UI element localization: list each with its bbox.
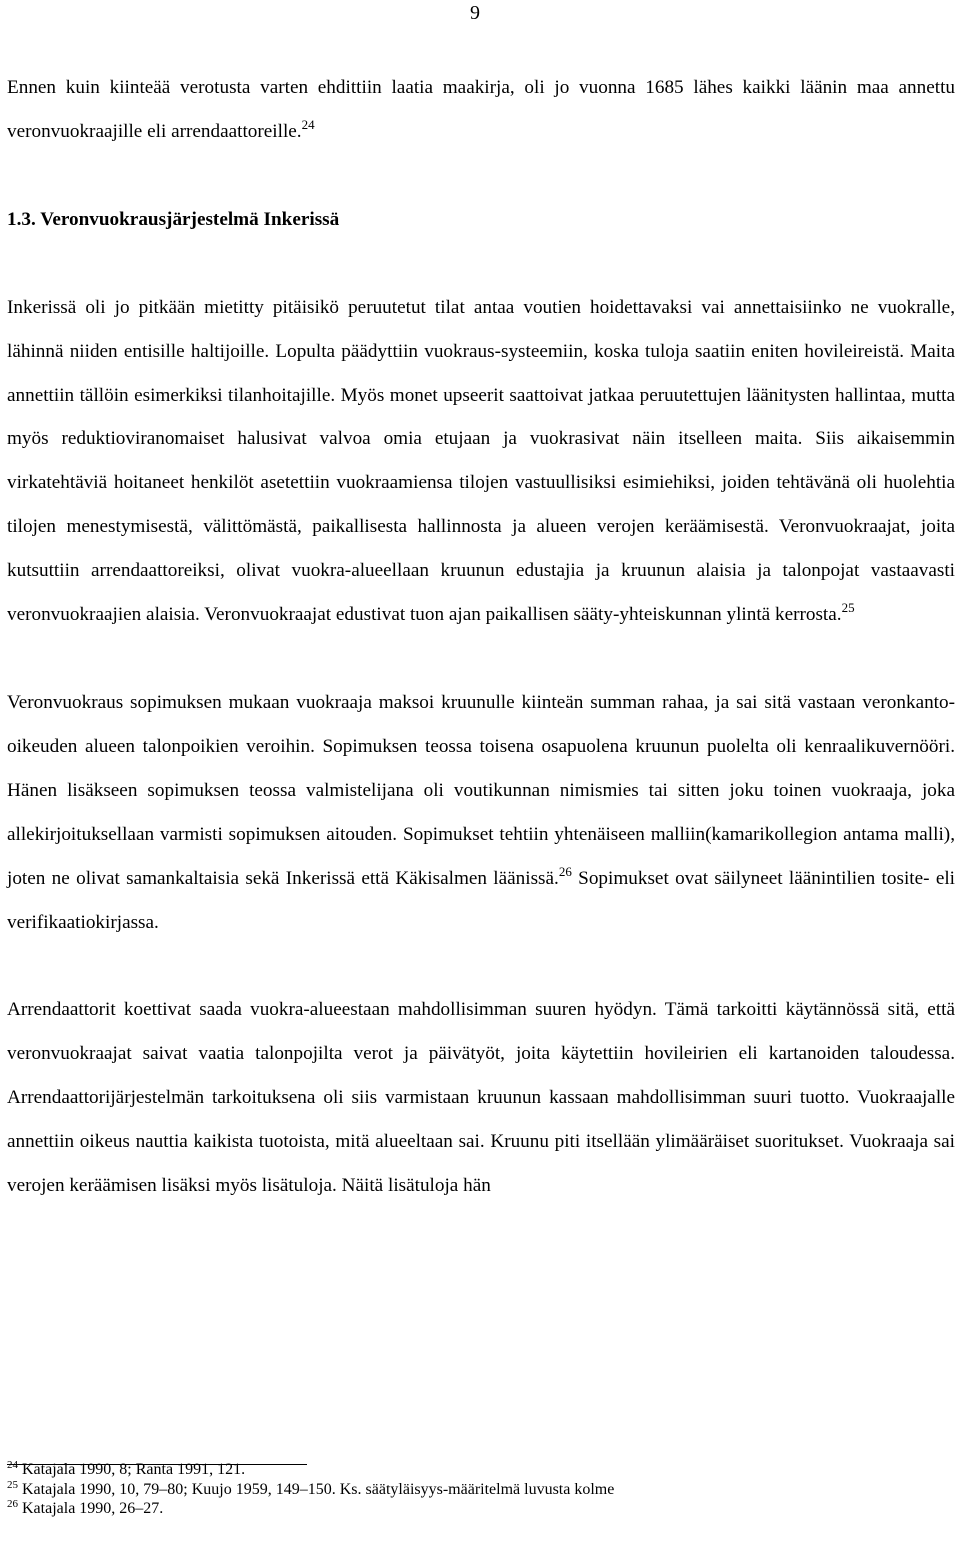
footnote-text: Katajala 1990, 8; Ranta 1991, 121. <box>22 1461 246 1478</box>
paragraph-3-text-b: Sopimukset ovat säilyneet läänintilien tosite- eli verifikaatiokirjassa. <box>7 867 955 933</box>
footnote-25 <box>7 1480 955 1500</box>
paragraph-2-text: Inkerissä oli jo pitkään mietitty pitäisikö peruutetut tilat antaa voutien hoidettavaksi vai annettaisiinko ne vuokralle, lähinnä niiden entisille haltijoille. Lopulta päädyttiin vuokraus-systeemiin, koska tuloja saatiin eniten hovileireistä. Maita annettiin tällöin esimerkiksi tilanhoitajille. Myös monet upseerit saattoivat jatkaa peruutettujen läänitysten hallintaa, mutta myös reduktioviranomaiset halusivat valvoa omia etujaan ja vuokrasivat näin itselleen maita. Siis aikaisemmin virkatehtäviä hoitaneet henkilöt asetettiin vuokraamiensa tilojen vastuullisiksi esimiehiksi, joiden tehtävänä oli huolehtia tilojen menestymisestä, välittömästä, paikallisesta hallinnosta ja alueen verojen keräämisestä. Veronvuokraajat, joita kutsuttiin arrendaattoreiksi, olivat vuokra-alueellaan kruunun edustajia ja kruunun alaisia ja talonpojat vastaavasti veronvuokraajien alaisia. Veronvuokraajat edustivat tuon ajan paikallisen sääty-yhteiskunnan ylintä kerrosta. <box>7 296 955 626</box>
paragraph-1 <box>7 66 955 154</box>
page-body <box>7 66 955 1208</box>
section-heading: 1.3. Veronvuokrausjärjestelmä Inkerissä <box>7 208 340 230</box>
paragraph-2 <box>7 286 955 637</box>
footnote-ref-26[interactable]: 26 <box>558 863 572 879</box>
paragraph-4-text: Arrendaattorit koettivat saada vuokra-alueestaan mahdollisimman suuren hyödyn. Tämä tarkoitti käytännössä sitä, että veronvuokraajat saivat vaatia talonpojilta verot ja päivätyöt, joita käytettiin hovileirien eli kartanoiden taloudessa. Arrendaattorijärjestelmän tarkoituksena oli siis varmistaan kruunun kassaan mahdollisimman suuri tuotto. Vuokraajalle annettiin oikeus nauttia kaikista tuotoista, mitä alueeltaan sai. Kruunu piti itsellään ylimääräiset suoritukset. Vuokraaja sai verojen keräämisen lisäksi myös lisätuloja. Näitä lisätuloja hän <box>7 999 955 1197</box>
footnote-number: 24 <box>7 1459 18 1471</box>
page-number: 9 <box>470 2 480 24</box>
footnotes <box>7 1460 955 1519</box>
paragraph-1-text: Ennen kuin kiinteää verotusta varten ehdittiin laatia maakirja, oli jo vuonna 1685 lähes kaikki läänin maa annettu veronvuokraajille eli arrendaattoreille. <box>7 77 955 142</box>
footnote-text: Katajala 1990, 10, 79–80; Kuujo 1959, 149–150. Ks. säätyläisyys-määritelmä luvusta kolme <box>22 1480 615 1498</box>
paragraph-4 <box>7 988 955 1208</box>
footnote-number: 26 <box>7 1498 18 1511</box>
footnote-ref-25[interactable]: 25 <box>841 600 855 616</box>
footnote-24 <box>7 1460 955 1480</box>
footnote-number: 25 <box>7 1478 18 1491</box>
paragraph-3-text-a: Veronvuokraus sopimuksen mukaan vuokraaja maksoi kruunulle kiinteän summan rahaa, ja sai sitä vastaan veronkanto-oikeuden alueen talonpoikien veroihin. Sopimuksen teossa toisena osapuolena kruunun puolelta oli kenraalikuvernööri. Hänen lisäkseen sopimuksen teossa valmistelijana oli voutikunnan nimismies tai sitten joku toinen vuokraaja, joka allekirjoituksellaan varmisti sopimuksen aitouden. Sopimukset tehtiin yhtenäiseen malliin(kamarikollegion antama malli), joten ne olivat samankaltaisia sekä Inkerissä että Käkisalmen läänissä. <box>7 691 955 889</box>
footnote-text: Katajala 1990, 26–27. <box>22 1500 164 1518</box>
footnote-ref-24[interactable]: 24 <box>301 116 315 132</box>
footnote-26 <box>7 1499 955 1519</box>
paragraph-3 <box>7 681 955 944</box>
